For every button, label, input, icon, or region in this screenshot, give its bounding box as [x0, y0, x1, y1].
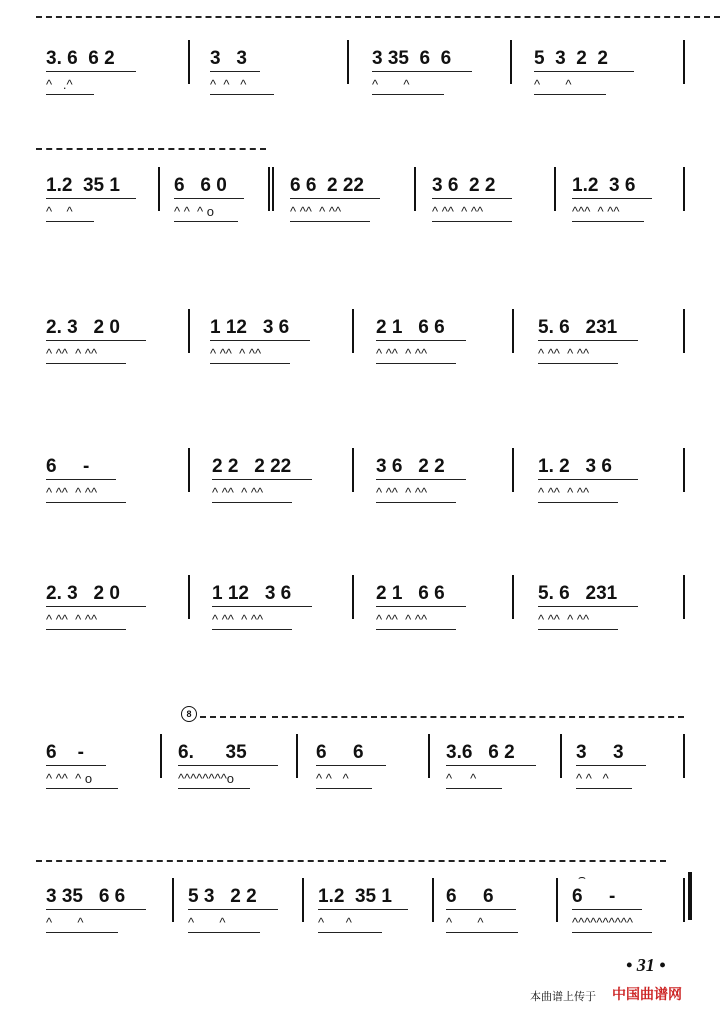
barline [554, 167, 556, 211]
mark-underline [576, 788, 632, 789]
articulation-marks: ^ ^^ ^ ^^ [46, 485, 98, 500]
measure-notes: 1. 2 3 6 [538, 456, 612, 477]
barline [683, 878, 685, 922]
measure-notes: 1.2 35 1 [46, 175, 120, 196]
articulation-marks: ^ ^ [46, 204, 73, 219]
measure-notes: 3 35 6 6 [46, 886, 126, 907]
phrase-dash-line [200, 716, 266, 718]
note-underline [174, 198, 244, 199]
barline [268, 167, 270, 211]
barline [512, 309, 514, 353]
measure-notes: 1.2 35 1 [318, 886, 392, 907]
note-underline [210, 340, 310, 341]
mark-underline [46, 629, 126, 630]
articulation-marks: ^ ^^ ^ ^^ [538, 346, 590, 361]
phrase-dash-line [36, 16, 720, 18]
barline [683, 734, 685, 778]
articulation-marks: ^ ^^ ^ ^^ [376, 485, 428, 500]
measure-notes: 6. 35 [178, 742, 247, 763]
measure-notes: 2 1 6 6 [376, 583, 445, 604]
articulation-marks: ^ .^ [46, 77, 73, 92]
mark-underline [212, 502, 292, 503]
articulation-marks: ^ ^ [46, 915, 84, 930]
measure-notes: 6 - [46, 456, 90, 477]
note-underline [538, 479, 638, 480]
articulation-marks: ^ ^^ ^ ^^ [432, 204, 484, 219]
barline [352, 309, 354, 353]
barline [414, 167, 416, 211]
articulation-marks: ^ ^^ ^ ^^ [212, 485, 264, 500]
barline [512, 575, 514, 619]
measure-notes: 2 2 2 22 [212, 456, 292, 477]
barline [188, 309, 190, 353]
barline [188, 575, 190, 619]
section-mark: 8 [181, 706, 197, 722]
barline [158, 167, 160, 211]
mark-underline [46, 94, 94, 95]
mark-underline [446, 932, 518, 933]
measure-notes: 6 - [572, 886, 616, 907]
articulation-marks: ^ ^ [318, 915, 352, 930]
note-underline [376, 340, 466, 341]
articulation-marks: ^ ^^ ^ ^^ [46, 346, 98, 361]
articulation-marks: ^ ^ ^ o [174, 204, 214, 219]
note-underline [538, 340, 638, 341]
note-underline [576, 765, 646, 766]
note-underline [46, 479, 116, 480]
note-underline [188, 909, 278, 910]
mark-underline [46, 502, 126, 503]
mark-underline [212, 629, 292, 630]
mark-underline [290, 221, 370, 222]
barline [510, 40, 512, 84]
barline [683, 40, 685, 84]
measure-notes: 6 6 0 [174, 175, 227, 196]
measure-notes: 2. 3 2 0 [46, 583, 120, 604]
articulation-marks: ^ ^ [534, 77, 572, 92]
note-underline [178, 765, 278, 766]
measure-notes: 1.2 3 6 [572, 175, 636, 196]
mark-underline [46, 221, 94, 222]
measure-notes: 5 3 2 2 [188, 886, 257, 907]
articulation-marks: ^^^^^^^^o [178, 771, 235, 786]
page-number: • 31 • [626, 955, 666, 975]
articulation-marks: ^ ^^ ^ ^^ [376, 346, 428, 361]
measure-notes: 6 - [46, 742, 85, 763]
note-underline [290, 198, 380, 199]
barline [352, 575, 354, 619]
barline [556, 878, 558, 922]
phrase-dash-line [36, 148, 266, 150]
mark-underline [538, 363, 618, 364]
mark-underline [538, 502, 618, 503]
measure-notes: 5. 6 231 [538, 317, 618, 338]
barline [172, 878, 174, 922]
mark-underline [318, 932, 382, 933]
note-underline [46, 71, 136, 72]
barline [428, 734, 430, 778]
measure-notes: 3 35 6 6 [372, 48, 452, 69]
barline [352, 448, 354, 492]
mark-underline [372, 94, 444, 95]
articulation-marks: ^ ^^ ^ ^^ [376, 612, 428, 627]
note-underline [210, 71, 260, 72]
note-underline [446, 765, 536, 766]
articulation-marks: ^ ^^ ^ ^^ [212, 612, 264, 627]
mark-underline [534, 94, 606, 95]
note-underline [376, 479, 466, 480]
articulation-marks: ^ ^ ^ [316, 771, 349, 786]
mark-underline [572, 932, 652, 933]
barline [683, 309, 685, 353]
measure-notes: 2 1 6 6 [376, 317, 445, 338]
articulation-marks: ^ ^ [372, 77, 410, 92]
mark-underline [46, 788, 118, 789]
articulation-marks: ^ ^ ^ [576, 771, 609, 786]
articulation-marks: ^ ^^ ^ ^^ [46, 612, 98, 627]
mark-underline [376, 363, 456, 364]
footer-text: 本曲谱上传于 [530, 990, 596, 1003]
note-underline [316, 765, 386, 766]
measure-notes: 6 6 [316, 742, 364, 763]
note-underline [212, 479, 312, 480]
mark-underline [174, 221, 238, 222]
mark-underline [210, 363, 290, 364]
note-underline [572, 198, 652, 199]
mark-underline [46, 932, 118, 933]
measure-notes: 3 3 [576, 742, 624, 763]
articulation-marks: ^^^ ^ ^^ [572, 204, 620, 219]
measure-notes: 3.6 6 2 [446, 742, 515, 763]
barline [160, 734, 162, 778]
mark-underline [572, 221, 644, 222]
note-underline [46, 909, 146, 910]
double-barline [272, 167, 274, 211]
articulation-marks: ^ ^ [188, 915, 226, 930]
final-barline [688, 872, 692, 920]
note-underline [212, 606, 312, 607]
mark-underline [210, 94, 274, 95]
articulation-marks: ^ ^ ^ [210, 77, 247, 92]
barline [560, 734, 562, 778]
mark-underline [376, 629, 456, 630]
mark-underline [46, 363, 126, 364]
mark-underline [538, 629, 618, 630]
note-underline [46, 340, 146, 341]
footer-logo: 中国曲谱网 [612, 987, 682, 1003]
articulation-marks: ^ ^^ ^ ^^ [538, 612, 590, 627]
barline [683, 575, 685, 619]
articulation-marks: ^ ^^ ^ ^^ [290, 204, 342, 219]
measure-notes: 1 12 3 6 [212, 583, 292, 604]
articulation-marks: ^ ^ [446, 915, 484, 930]
note-underline [46, 765, 106, 766]
note-underline [46, 606, 146, 607]
measure-notes: 5 3 2 2 [534, 48, 608, 69]
barline [512, 448, 514, 492]
measure-notes: 3. 6 6 2 [46, 48, 115, 69]
barline [188, 448, 190, 492]
articulation-marks: ^ ^ [446, 771, 477, 786]
phrase-dash-line [272, 716, 684, 718]
measure-notes: 2. 3 2 0 [46, 317, 120, 338]
note-underline [538, 606, 638, 607]
measure-notes: 3 6 2 2 [376, 456, 445, 477]
articulation-marks: ^^^^^^^^^^ [572, 915, 634, 930]
measure-notes: 6 6 2 22 [290, 175, 364, 196]
barline [347, 40, 349, 84]
mark-underline [178, 788, 250, 789]
note-underline [372, 71, 472, 72]
measure-notes: 1 12 3 6 [210, 317, 290, 338]
measure-notes: 3 3 [210, 48, 247, 69]
barline [188, 40, 190, 84]
barline [683, 167, 685, 211]
measure-notes: 6 6 [446, 886, 494, 907]
articulation-marks: ^ ^^ ^ ^^ [210, 346, 262, 361]
note-underline [376, 606, 466, 607]
note-underline [318, 909, 408, 910]
fermata-icon: ⌢ [578, 870, 586, 884]
barline [302, 878, 304, 922]
measure-notes: 5. 6 231 [538, 583, 618, 604]
measure-notes: 3 6 2 2 [432, 175, 496, 196]
note-underline [572, 909, 642, 910]
barline [432, 878, 434, 922]
mark-underline [188, 932, 260, 933]
barline [296, 734, 298, 778]
phrase-dash-line [36, 860, 666, 862]
note-underline [432, 198, 512, 199]
mark-underline [376, 502, 456, 503]
note-underline [534, 71, 634, 72]
articulation-marks: ^ ^^ ^ o [46, 771, 93, 786]
mark-underline [446, 788, 502, 789]
mark-underline [432, 221, 512, 222]
note-underline [46, 198, 136, 199]
barline [683, 448, 685, 492]
articulation-marks: ^ ^^ ^ ^^ [538, 485, 590, 500]
note-underline [446, 909, 516, 910]
mark-underline [316, 788, 372, 789]
